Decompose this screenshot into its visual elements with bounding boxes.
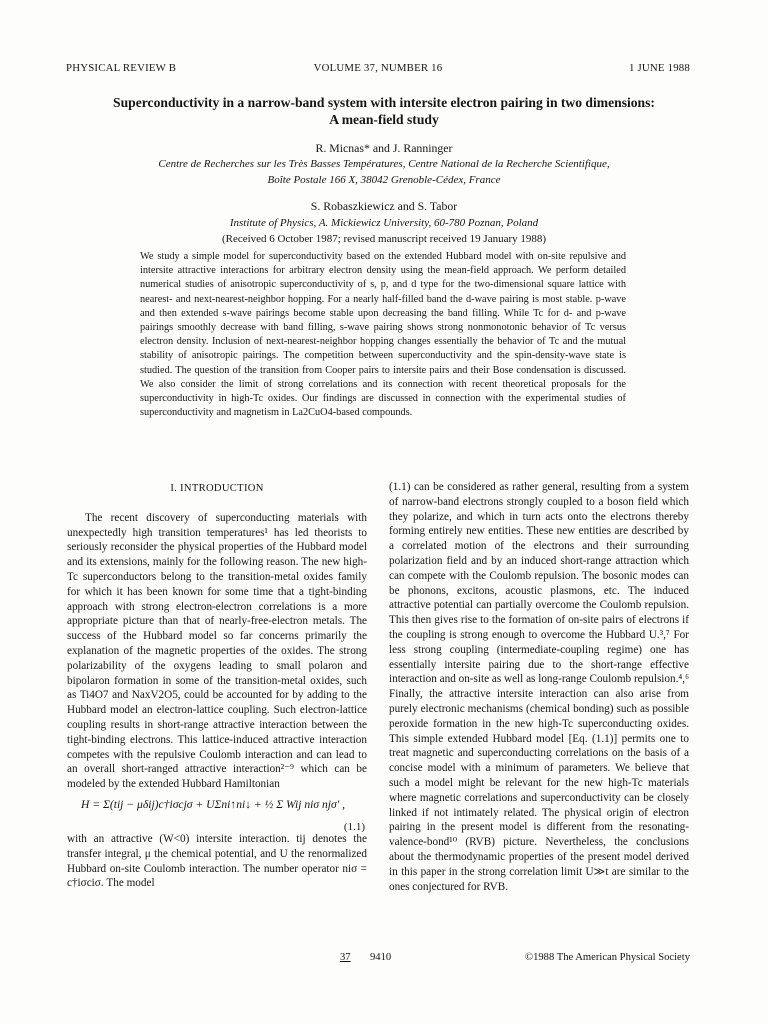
hamiltonian-equation: H = Σ(tij − μδij)c†iσcjσ + UΣni↑ni↓ + ½ Σ Wij niσ njσ′ , — [81, 797, 346, 811]
page-footer — [66, 952, 690, 968]
author-line-2: S. Robaszkiewicz and S. Tabor — [310, 199, 458, 213]
section-heading: I. INTRODUCTION — [170, 483, 264, 494]
affiliation-1-line-2: Boîte Postale 166 X, 38042 Grenoble-Cédex, France — [267, 174, 501, 186]
left-column — [67, 482, 367, 891]
volume-number: VOLUME 37, NUMBER 16 — [313, 62, 443, 74]
received-dates: (Received 6 October 1987; revised manuscript received 19 January 1988) — [221, 233, 547, 245]
equation-number: (1.1) — [343, 820, 365, 833]
intro-paragraph: The recent discovery of superconducting materials with unexpectedly high transition temperatures¹ has led theorists to seriously reconsider the physical properties of the Hubbard model and its extensions, mainly for the following reason. The new high-Tc superconductors belong to the transition-metal oxides family for which it has been known for some time that a tight-binding approach with strong electron-electron correlations is a more appropriate picture than that of nearly-free-electron metals. The success of the Hubbard model so far concerns primarily the explanation of the magnetic properties of the oxides. The strong polarizability of the oxygens leading to small polaron and bipolaron formation in some of the transition-metal oxides, such as Ti4O7 and NaxV2O5, could be accounted for by adding to the Hubbard model an electron-lattice coupling. Such electron-lattice coupling results in short-range attractive interaction between the tight-binding electrons. This lattice-induced attractive interaction competes with the repulsive Coulomb interaction and can lead to an overall short-ranged attractive interaction²⁻⁹ which can be modeled by the extended Hubbard Hamiltonian — [67, 511, 367, 791]
copyright: ©1988 The American Physical Society — [525, 952, 690, 963]
article-title: Superconductivity in a narrow-band system with intersite electron pairing in two dimensions: A mean-field study — [113, 95, 655, 127]
page-number: 9410 — [370, 952, 392, 963]
journal-name: PHYSICAL REVIEW B — [66, 62, 177, 74]
abstract: We study a simple model for superconductivity based on the extended Hubbard model with on-site repulsive and intersite attractive interactions for arbitrary electron density using the mean-field approach. We perform detailed numerical studies of anisotropic superconductivity of s, p, and d type for the two-dimensional square lattice with nearest- and next-nearest-neighbor hopping. For a nearly half-filled band the d-wave pairing is most stable. p-wave and then extended s-wave pairings become stable upon decreasing the band filling. While Tc for d- and p-wave pairings smoothly decrease with band filling, s-wave pairing shows strong nonmonotonic behavior of Tc versus electron density. Inclusion of next-nearest-neighbor hopping changes essentially the behavior of Tc and the mutual stability of anisotropic pairings. The competition between superconductivity and the spin-density-wave state is studied. The question of the transition from Cooper pairs to intersite pairs and their Bose condensation is discussed. We also consider the limit of strong correlations and its connection with recent theoretical proposals for the superconductivity in high-Tc oxides. Our findings are discussed in connection with the experimental studies of superconductivity and magnetism in La2CuO4-based compounds. — [140, 251, 626, 419]
right-column — [389, 480, 689, 894]
affiliation-2: Institute of Physics, A. Mickiewicz University, 60-780 Poznan, Poland — [229, 217, 539, 229]
model-discussion-paragraph: (1.1) can be considered as rather general, resulting from a system of narrow-band electrons strongly coupled to a boson field which they polarize, and which in turn acts onto the electrons thereby forming entirely new entities. These new entities are described by a correlated motion of the electrons and their surrounding polarization field and by an induced short-range attraction which can compete with the Coulomb repulsion. The bosonic modes can be phonons, excitons, acoustic plasmons, etc. The induced attractive potential can partially overcome the Coulomb repulsion. This then gives rise to the formation of on-site pairs of electrons if the coupling is strong enough to overcome the Hubbard U.³,⁷ For less strong coupling (intermediate-coupling regime) one has essentially intersite pairing due to the short-range effective interaction and on-site as well as long-range Coulomb repulsion.⁴,⁶ Finally, the attractive intersite interaction can also arise from purely electronic mechanisms (chemical bonding) such as possible peroxide formation in the new high-Tc superconducting oxides. This simple extended Hubbard model [Eq. (1.1)] permits one to treat magnetic and superconducting correlations on the basis of a concise model with a minimum of parameters. We believe that such a model might be relevant for the new high-Tc materials where magnetic correlations and superconductivity can be closely linked if not intimately related. The physical origin of electron pairing in the present model is different from the resonating-valence-bond¹⁰ (RVB) picture. Nevertheless, the conclusions about the thermodynamic properties of the present model derived in this paper in the strong correlation limit U≫t are similar to the ones conjectured for RVB. — [389, 481, 689, 893]
running-head — [66, 62, 690, 78]
affiliation-1-line-1: Centre de Recherches sur les Très Basses Températures, Centre National de la Recherche Scientifique, — [158, 158, 610, 170]
equation-block — [67, 796, 367, 833]
author-line-1: R. Micnas* and J. Ranninger — [315, 141, 453, 155]
equation-description: with an attractive (W<0) intersite interaction. tij denotes the transfer integral, μ the chemical potential, and U the renormalized Hubbard on-site Coulomb interaction. The number operator niσ = c†iσciσ. The model — [67, 832, 367, 890]
issue-date: 1 JUNE 1988 — [629, 62, 690, 74]
footer-volume: 37 — [340, 952, 351, 963]
